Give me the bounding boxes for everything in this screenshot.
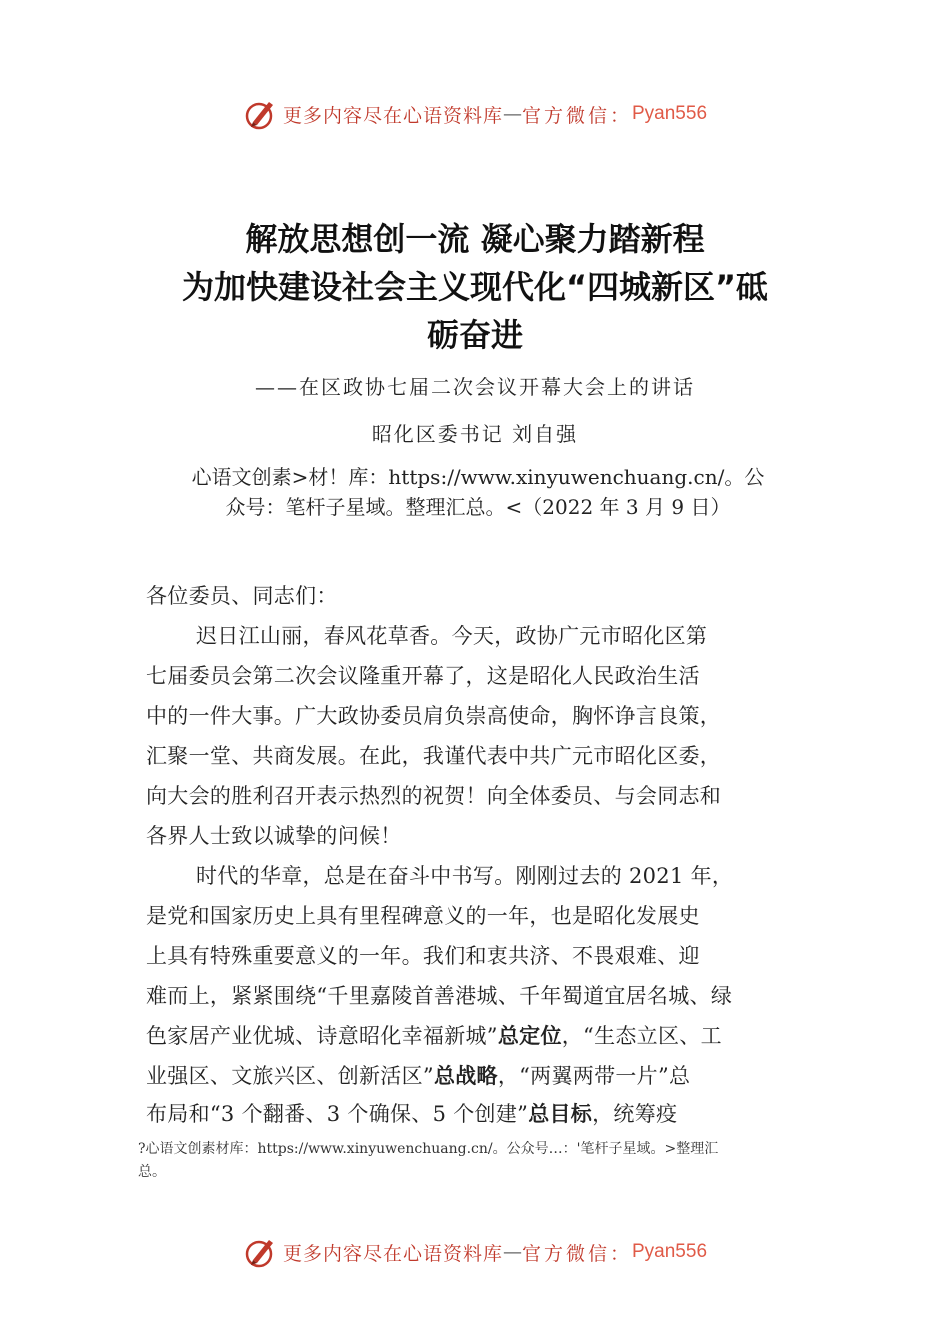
banner-separator: — bbox=[502, 103, 522, 125]
speaker: 昭化区委书记 刘自强 bbox=[371, 422, 579, 446]
footer-note-line-2: 总。 bbox=[138, 1164, 166, 1180]
paragraph-line: 是党和国家历史上具有里程碑意义的一年，也是昭化发展史 bbox=[146, 904, 700, 928]
banner-text: 更多内容尽在心语资料库 bbox=[282, 104, 503, 127]
paragraph-line: 中的一件大事。广大政协委员肩负崇高使命，胸怀诤言良策， bbox=[146, 704, 722, 728]
text-run: ，“两翼两带一片”总 bbox=[497, 1064, 691, 1088]
title-line-2: 为加快建设社会主义现代化“四城新区”砥 bbox=[181, 268, 769, 306]
pen-logo-icon bbox=[243, 96, 279, 132]
bold-term-overall-strategy: 总战略 bbox=[433, 1064, 498, 1088]
text-run: 布局和“3 个翻番、3 个确保、5 个创建” bbox=[146, 1102, 529, 1126]
source-note-line-1: 心语文创素>材！库：https://www.xinyuwenchuang.cn/。公 bbox=[191, 465, 765, 489]
footer-note bbox=[138, 1138, 828, 1184]
banner-separator: — bbox=[502, 1241, 522, 1263]
text-run: 色家居产业优城、诗意昭化幸福新城” bbox=[146, 1024, 498, 1048]
footer-banner bbox=[0, 1232, 950, 1272]
paragraph-line: 迟日江山丽，春风花草香。今天，政协广元市昭化区第 bbox=[196, 624, 708, 648]
paragraph-line bbox=[146, 1094, 826, 1134]
paragraph-line: 各界人士致以诚挚的问候！ bbox=[146, 824, 402, 848]
banner-text: 更多内容尽在心语资料库 bbox=[282, 1242, 503, 1265]
bold-term-overall-goal: 总目标 bbox=[528, 1102, 593, 1126]
greeting: 各位委员、同志们： bbox=[146, 584, 338, 608]
bold-term-overall-positioning: 总定位 bbox=[497, 1024, 562, 1048]
banner-wechat-id: Pyan556 bbox=[632, 103, 708, 124]
speech-occasion: ——在区政协七届二次会议开幕大会上的讲话 bbox=[255, 375, 695, 399]
footer-note-line-1: ?心语文创素材库：https://www.xinyuwenchuang.cn/。公众号…：'笔杆子星域。>整理汇 bbox=[138, 1141, 719, 1157]
text-run: ，“生态立区、工 bbox=[561, 1024, 722, 1048]
source-note-line-2: 众号：笔杆子星域。整理汇总。<（2022 年 3 月 9 日） bbox=[225, 495, 731, 519]
banner-wechat-label: 官方微信： bbox=[521, 1242, 632, 1265]
source-note bbox=[138, 462, 818, 522]
banner-wechat-id: Pyan556 bbox=[632, 1241, 708, 1262]
text-run: 业强区、文旅兴区、创新活区” bbox=[146, 1064, 434, 1088]
paragraph-line: 汇聚一堂、共商发展。在此，我谨代表中共广元市昭化区委， bbox=[146, 744, 722, 768]
paragraph-line: 难而上，紧紧围绕“千里嘉陵首善港城、千年蜀道宜居名城、绿 bbox=[146, 984, 733, 1008]
paragraph-line bbox=[146, 1056, 826, 1096]
pen-logo-icon bbox=[243, 1234, 279, 1270]
paragraph-line: 七届委员会第二次会议隆重开幕了，这是昭化人民政治生活 bbox=[146, 664, 700, 688]
paragraph-line: 向大会的胜利召开表示热烈的祝贺！向全体委员、与会同志和 bbox=[146, 784, 722, 808]
paragraph-line: 时代的华章，总是在奋斗中书写。刚刚过去的 2021 年， bbox=[196, 864, 734, 888]
title-line-1: 解放思想创一流 凝心聚力踏新程 bbox=[245, 220, 705, 258]
paragraph-line: 上具有特殊重要意义的一年。我们和衷共济、不畏艰难、迎 bbox=[146, 944, 700, 968]
title-line-3: 砺奋进 bbox=[426, 316, 523, 354]
paragraph-line bbox=[146, 1016, 826, 1056]
header-banner bbox=[0, 94, 950, 134]
banner-wechat-label: 官方微信： bbox=[521, 104, 632, 127]
text-run: ，统筹疫 bbox=[592, 1102, 678, 1126]
